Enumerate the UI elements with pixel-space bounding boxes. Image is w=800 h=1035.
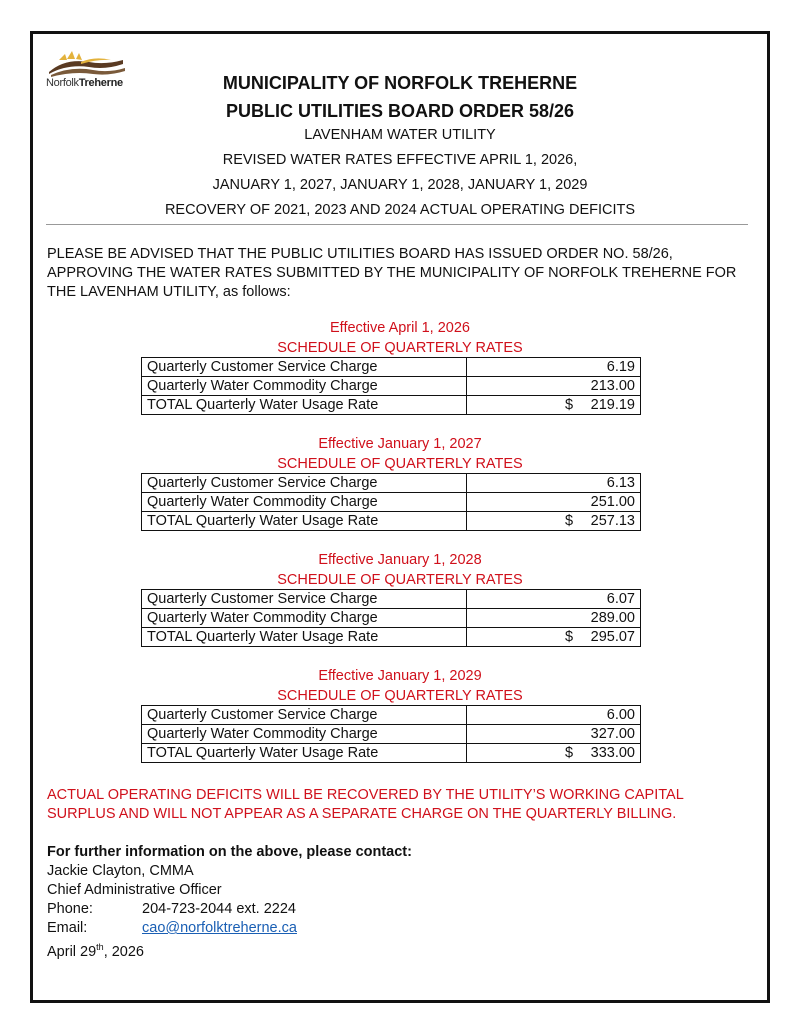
contact-name: Jackie Clayton, CMMA (47, 863, 194, 879)
rate-label: Quarterly Customer Service Charge (142, 358, 467, 377)
phone-label: Phone: (47, 901, 93, 917)
contact-title: Chief Administrative Officer (47, 882, 222, 898)
schedule-effective-date: Effective April 1, 2026 (330, 320, 470, 336)
rates-effective-line: REVISED WATER RATES EFFECTIVE APRIL 1, 2026, (222, 152, 578, 168)
intro-line-3: THE LAVENHAM UTILITY, as follows: (47, 284, 291, 300)
rate-value: 6.00 (467, 706, 641, 725)
schedule-effective-date: Effective January 1, 2029 (318, 668, 482, 684)
table-row (142, 744, 641, 763)
total-rate-cell (467, 628, 641, 647)
notice-line-1: ACTUAL OPERATING DEFICITS WILL BE RECOVERED BY THE UTILITY’S WORKING CAPITAL (47, 787, 684, 803)
intro-paragraph (47, 245, 757, 302)
table-row (142, 474, 641, 493)
contact-heading: For further information on the above, please contact: (47, 844, 412, 860)
rate-value: 327.00 (467, 725, 641, 744)
currency-symbol: $ (565, 397, 574, 413)
currency-symbol: $ (565, 745, 574, 761)
rate-label: Quarterly Customer Service Charge (142, 474, 467, 493)
total-rate-label: TOTAL Quarterly Water Usage Rate (142, 396, 467, 415)
rate-label: Quarterly Water Commodity Charge (142, 609, 467, 628)
email-label: Email: (47, 920, 88, 936)
contact-block (47, 843, 412, 962)
table-row (142, 512, 641, 531)
rates-table (141, 705, 641, 763)
table-row (142, 628, 641, 647)
intro-line-2: APPROVING THE WATER RATES SUBMITTED BY THE MUNICIPALITY OF NORFOLK TREHERNE FOR (47, 265, 737, 281)
currency-symbol: $ (565, 629, 574, 645)
currency-symbol: $ (565, 513, 574, 529)
phone-row (47, 900, 412, 919)
schedule-heading: SCHEDULE OF QUARTERLY RATES (277, 456, 523, 472)
table-row (142, 396, 641, 415)
table-row (142, 609, 641, 628)
phone-number: 204-723-2044 ext. 2224 (142, 901, 296, 917)
total-rate-value: 295.07 (590, 629, 635, 645)
total-rate-cell (467, 396, 641, 415)
table-row (142, 725, 641, 744)
notice-date: April 29th, 2026 (47, 942, 145, 960)
schedule-heading: SCHEDULE OF QUARTERLY RATES (277, 340, 523, 356)
rates-dates-line: JANUARY 1, 2027, JANUARY 1, 2028, JANUARY 1, 2029 (212, 177, 588, 193)
deficit-recovery-line: RECOVERY OF 2021, 2023 AND 2024 ACTUAL OPERATING DEFICITS (164, 202, 636, 218)
utility-name: LAVENHAM WATER UTILITY (304, 127, 496, 143)
deficit-notice (47, 786, 757, 824)
rate-value: 6.19 (467, 358, 641, 377)
table-row (142, 590, 641, 609)
rate-value: 289.00 (467, 609, 641, 628)
total-rate-value: 219.19 (590, 397, 635, 413)
total-rate-label: TOTAL Quarterly Water Usage Rate (142, 744, 467, 763)
table-row (142, 358, 641, 377)
email-link[interactable]: cao@norfolktreherne.ca (142, 920, 297, 936)
rate-label: Quarterly Water Commodity Charge (142, 493, 467, 512)
schedule-effective-date: Effective January 1, 2028 (318, 552, 482, 568)
rate-label: Quarterly Water Commodity Charge (142, 377, 467, 396)
rate-value: 6.13 (467, 474, 641, 493)
rates-table (141, 357, 641, 415)
intro-line-1: PLEASE BE ADVISED THAT THE PUBLIC UTILITIES BOARD HAS ISSUED ORDER NO. 58/26, (47, 246, 673, 262)
notice-line-2: SURPLUS AND WILL NOT APPEAR AS A SEPARATE CHARGE ON THE QUARTERLY BILLING. (47, 806, 677, 822)
total-rate-cell (467, 512, 641, 531)
table-row (142, 377, 641, 396)
total-rate-cell (467, 744, 641, 763)
schedule-heading: SCHEDULE OF QUARTERLY RATES (277, 688, 523, 704)
municipality-title: MUNICIPALITY OF NORFOLK TREHERNE (222, 73, 578, 93)
logo-wordmark: NorfolkTreherne (46, 77, 123, 89)
rate-value: 6.07 (467, 590, 641, 609)
rates-table (141, 589, 641, 647)
table-row (142, 493, 641, 512)
total-rate-value: 333.00 (590, 745, 635, 761)
total-rate-label: TOTAL Quarterly Water Usage Rate (142, 512, 467, 531)
rate-value: 213.00 (467, 377, 641, 396)
schedule-heading: SCHEDULE OF QUARTERLY RATES (277, 572, 523, 588)
total-rate-value: 257.13 (590, 513, 635, 529)
total-rate-label: TOTAL Quarterly Water Usage Rate (142, 628, 467, 647)
email-row (47, 919, 412, 938)
table-row (142, 706, 641, 725)
rate-label: Quarterly Water Commodity Charge (142, 725, 467, 744)
order-title: PUBLIC UTILITIES BOARD ORDER 58/26 (225, 101, 575, 121)
header-divider (46, 224, 748, 225)
schedule-effective-date: Effective January 1, 2027 (318, 436, 482, 452)
rate-value: 251.00 (467, 493, 641, 512)
rate-label: Quarterly Customer Service Charge (142, 706, 467, 725)
rates-table (141, 473, 641, 531)
rate-label: Quarterly Customer Service Charge (142, 590, 467, 609)
